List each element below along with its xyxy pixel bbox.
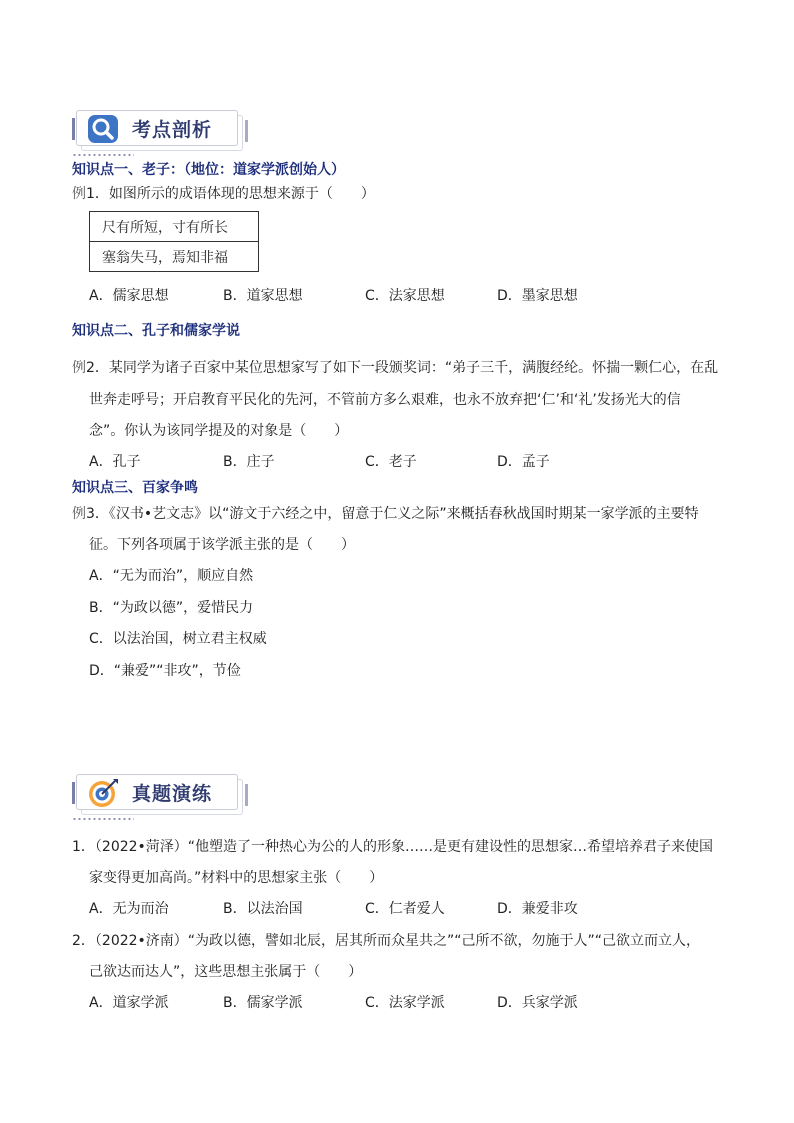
option-c: C．法家思想 (365, 288, 445, 304)
example-3-line-2: 征。下列各项属于该学派主张的是（ ） (89, 537, 355, 553)
option-b: B．儒家学派 (223, 995, 303, 1011)
magnifier-icon (86, 113, 120, 145)
dotted-divider (72, 154, 134, 156)
example-label: 例 (72, 360, 86, 376)
question-1-line-1: 1．（2022•菏泽）“他塑造了一种热心为公的人的形象……是更有建设性的思想家…希望培养君子来使国 (72, 839, 714, 855)
example-text: 2．某同学为诸子百家中某位思想家写了如下一段颁奖词：“弟子三千，满腹经纶。怀揣一颗仁心，在乱 (86, 360, 719, 376)
idiom-table (89, 211, 259, 272)
question-2-line-2: 己欲达而达人”，这些思想主张属于（ ） (89, 964, 363, 980)
banner-left-bar (72, 782, 75, 804)
option-b: B．庄子 (223, 454, 275, 470)
banner-right-bar (245, 784, 248, 806)
banner-left-bar (72, 118, 75, 140)
option-a: A．“无为而治”，顺应自然 (89, 568, 254, 584)
option-b: B．“为政以德”，爱惜民力 (89, 600, 254, 616)
knowledge-point-heading: 知识点一、老子：（地位：道家学派创始人） (72, 162, 345, 178)
section-banner-analysis (72, 106, 248, 152)
example-2-line-3: 念”。你认为该同学提及的对象是（ ） (89, 423, 349, 439)
example-2-line-1 (72, 358, 718, 378)
example-1-stem (72, 184, 375, 204)
option-a: A．儒家思想 (89, 288, 169, 304)
option-a: A．孔子 (89, 454, 141, 470)
table-row (90, 242, 259, 272)
option-c: C．以法治国，树立君主权威 (89, 631, 267, 647)
example-3-line-1 (72, 504, 699, 524)
table-row (90, 212, 259, 242)
option-d: D．墨家思想 (497, 288, 578, 304)
knowledge-point-heading: 知识点三、百家争鸣 (72, 480, 198, 496)
example-text: 1．如图所示的成语体现的思想来源于（ ） (86, 186, 375, 202)
option-d: D．“兼爱”“非攻”，节俭 (89, 663, 241, 679)
example-text: 3．《汉书•艺文志》以“游文于六经之中，留意于仁义之际”来概括春秋战国时期某一家学派的主要特 (86, 506, 699, 522)
question-2-line-1: 2．（2022•济南）“为政以德，譬如北辰，居其所而众星共之”“己所不欲，勿施于人”“己欲立而立人， (72, 933, 701, 949)
option-d: D．兵家学派 (497, 995, 578, 1011)
option-a: A．道家学派 (89, 995, 169, 1011)
example-label: 例 (72, 506, 86, 522)
section-title: 真题演练 (132, 783, 213, 805)
option-d: D．孟子 (497, 454, 550, 470)
option-c: C．老子 (365, 454, 417, 470)
question-1-line-2: 家变得更加高尚。”材料中的思想家主张（ ） (89, 870, 384, 886)
section-title: 考点剖析 (132, 119, 213, 141)
option-b: B．以法治国 (223, 901, 303, 917)
option-c: C．仁者爱人 (365, 901, 445, 917)
option-b: B．道家思想 (223, 288, 303, 304)
option-a: A．无为而治 (89, 901, 169, 917)
example-2-line-2: 世奔走呼号；开启教育平民化的先河，不管前方多么艰难，也永不放弃把‘仁’和‘礼’发扬光大的信 (89, 392, 681, 408)
table-cell: 塞翁失马，焉知非福 (90, 242, 259, 272)
dotted-divider (72, 818, 134, 820)
banner-right-bar (245, 120, 248, 142)
option-d: D．兼爱非攻 (497, 901, 578, 917)
option-c: C．法家学派 (365, 995, 445, 1011)
knowledge-point-heading: 知识点二、孔子和儒家学说 (72, 323, 240, 339)
example-label: 例 (72, 186, 86, 202)
table-cell: 尺有所短，寸有所长 (90, 212, 259, 242)
section-banner-exercises (72, 770, 248, 816)
target-icon (86, 777, 120, 809)
